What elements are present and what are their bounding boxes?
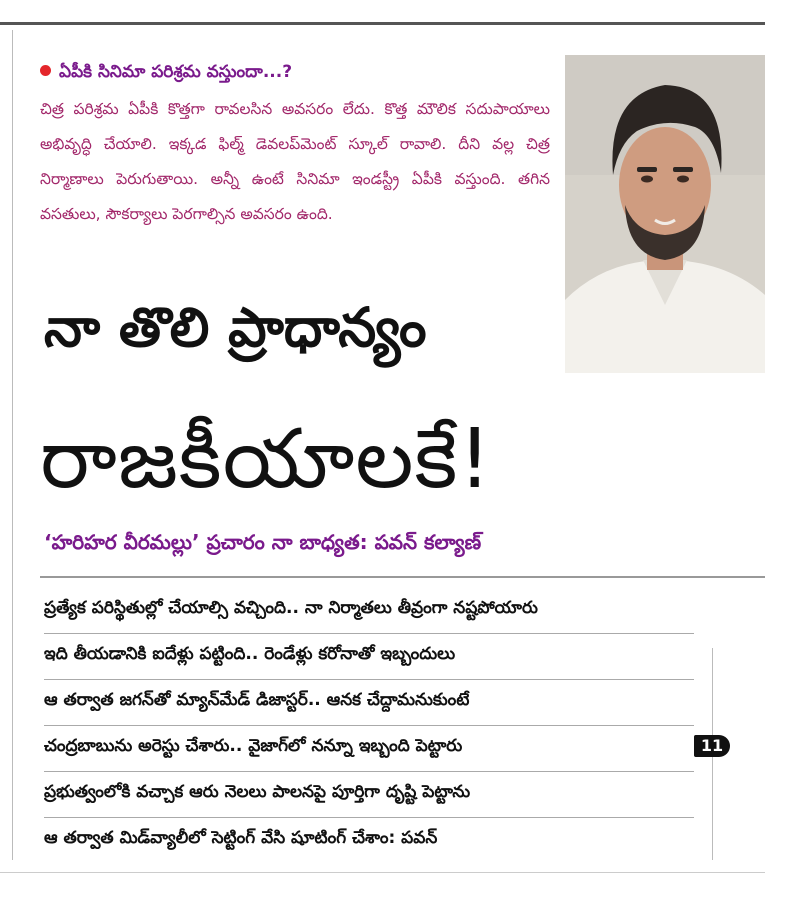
bottom-rule [0, 872, 765, 873]
highlight-item: ఆ తర్వాత మిడ్‌వ్యాలీలో సెట్టింగ్ వేసి షూటింగ్ చేశాం: పవన్ [44, 828, 438, 848]
subheadline: ‘హరిహర వీరమల్లు’ ప్రచారం నా బాధ్యత: పవన్ కల్యాణ్ [44, 530, 482, 554]
portrait-photo [565, 55, 765, 373]
page-reference-badge: 11 [694, 735, 730, 757]
headline-line-1: నా తొలి ప్రాధాన్యం [44, 296, 427, 359]
highlight-item: ఆ తర్వాత జగన్‌తో మ్యాన్‌మేడ్ డిజాస్టర్.. ఆనక చేద్దామనుకుంటే [44, 680, 694, 726]
highlight-item: చంద్రబాబును అరెస్టు చేశారు.. వైజాగ్‌లో నన్నూ ఇబ్బంది పెట్టారు [44, 726, 694, 772]
headline-line-2: రాజకీయాలకే! [40, 412, 493, 507]
highlight-item: ఇది తీయడానికి ఐదేళ్లు పట్టింది.. రెండేళ్లు కరోనాతో ఇబ్బందులు [44, 634, 694, 680]
intro-paragraph: చిత్ర పరిశ్రమ ఏపీకి కొత్తగా రావలసిన అవసరం లేదు. కొత్త మౌలిక సదుపాయాలు అభివృద్ధి చేయాలి. ఇక్కడ ఫిల్మ్ డెవలప్‌మెంట్ స్కూల్ రావాలి. దీని వల్ల చిత్ర నిర్మాణాలు పెరుగుతాయి. అన్నీ ఉంటే సినిమా ఇండస్ట్రీ ఏపీకి వస్తుంది. తగిన వసతులు, సౌకర్యాలు పెరగాల్సిన అవసరం ఉంది. [40, 100, 550, 223]
kicker [40, 62, 292, 86]
highlight-list [44, 588, 694, 863]
subhead-rule [40, 576, 765, 578]
highlight-item: ప్రభుత్వంలోకి వచ్చాక ఆరు నెలలు పాలనపై పూర్తిగా దృష్టి పెట్టాను [44, 772, 694, 818]
top-rule [0, 22, 765, 25]
kicker-text: ఏపీకి సినిమా పరిశ్రమ వస్తుందా...? [59, 62, 293, 82]
portrait-illustration [565, 55, 765, 373]
bullet-dot-icon [40, 65, 51, 76]
left-column-rule [12, 30, 13, 860]
highlight-item: ప్రత్యేక పరిస్థితుల్లో చేయాల్సి వచ్చింది.. నా నిర్మాతలు తీవ్రంగా నష్టపోయారు [44, 588, 694, 634]
